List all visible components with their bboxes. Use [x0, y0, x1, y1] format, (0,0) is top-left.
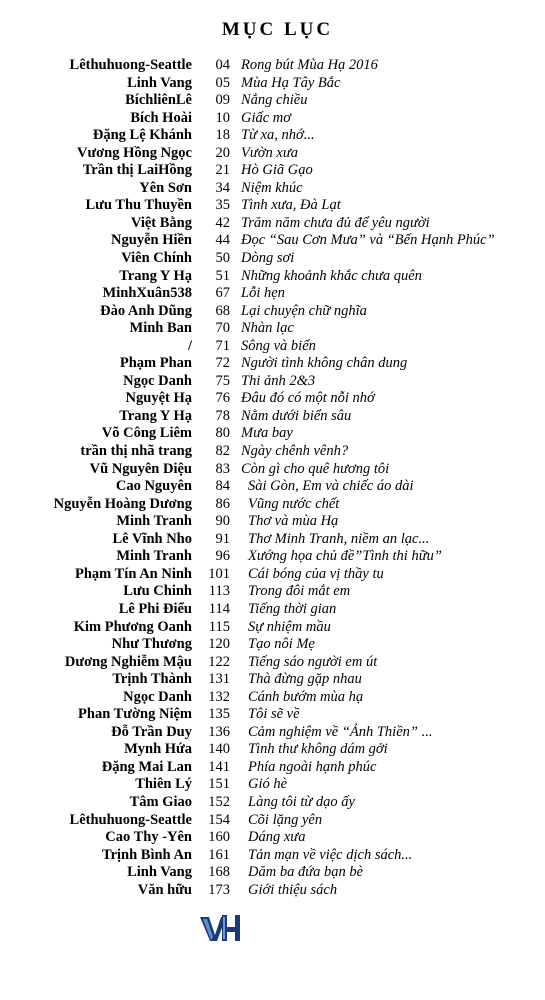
toc-page-number: 141: [208, 758, 230, 775]
toc-page-number: 151: [208, 776, 230, 793]
toc-entry: [0, 671, 545, 689]
toc-title: Dòng sơi: [241, 250, 295, 267]
toc-entry: [0, 197, 545, 215]
toc-author: Vương Hồng Ngọc: [76, 144, 192, 161]
page-title: MỤC LỤC: [221, 19, 334, 40]
toc-author: Ngọc Danh: [123, 372, 192, 389]
toc-title: Sài Gòn, Em và chiếc áo dài: [248, 478, 414, 495]
toc-entry: [0, 794, 545, 812]
toc-author: Nguyễn Hoàng Dương: [53, 495, 192, 512]
vh-logo-icon: [198, 913, 242, 943]
toc-author: BíchliênLê: [125, 92, 192, 109]
toc-entry: [0, 355, 545, 373]
toc-entry: [0, 636, 545, 654]
toc-entry: [0, 250, 545, 268]
toc-page-number: 154: [208, 811, 230, 828]
toc-page-number: 10: [215, 109, 230, 126]
toc-title: Phía ngoài hạnh phúc: [248, 758, 377, 775]
toc-page-number: 35: [215, 197, 230, 214]
toc-title: Nhàn lạc: [241, 320, 294, 337]
toc-entry: [0, 724, 545, 742]
toc-page-number: 84: [215, 478, 230, 495]
toc-title: Lại chuyện chữ nghĩa: [241, 302, 367, 319]
toc-page-number: 113: [208, 583, 230, 600]
toc-page-number: 135: [208, 706, 230, 723]
toc-author: Linh Vang: [127, 864, 192, 881]
toc-author: Việt Bằng: [130, 214, 192, 231]
toc-title: Thơ Minh Tranh, niềm an lạc...: [248, 530, 430, 547]
toc-title: Cái bóng của vị thầy tu: [248, 565, 384, 582]
toc-author: Bích Hoài: [130, 109, 192, 126]
toc-title: Tiếng sáo người em út: [248, 653, 378, 670]
toc-entry: [0, 285, 545, 303]
toc-author: Lêthuhuong-Seattle: [69, 811, 192, 828]
toc-title: Vườn xưa: [241, 144, 298, 161]
toc-page-number: 67: [215, 285, 230, 302]
toc-entry: [0, 268, 545, 286]
toc-title: Tạo nôi Mẹ: [248, 636, 315, 653]
toc-title: Dáng xưa: [248, 829, 306, 846]
toc-page-number: 05: [215, 74, 230, 91]
toc-entry: [0, 583, 545, 601]
toc-title: Người tình không chân dung: [241, 355, 408, 372]
toc-page-number: 168: [208, 864, 230, 881]
toc-entry: [0, 390, 545, 408]
toc-entry: [0, 654, 545, 672]
toc-page-number: 132: [208, 688, 230, 705]
toc-title: Tôi sẽ về: [248, 706, 300, 723]
toc-page-number: 86: [215, 495, 230, 512]
toc-page-number: 101: [208, 565, 230, 582]
toc-title: Tình thư không dám gởi: [248, 741, 388, 758]
toc-author: Nguyệt Hạ: [125, 390, 192, 407]
toc-entry: [0, 566, 545, 584]
toc-page-number: 140: [208, 741, 230, 758]
toc-title: Lỗi hẹn: [241, 285, 285, 302]
toc-entry: [0, 75, 545, 93]
toc-author: Trang Y Hạ: [119, 267, 192, 284]
toc-title: Gió hè: [248, 776, 288, 793]
toc-title: Ngày chênh vênh?: [241, 443, 349, 460]
toc-title: Cảm nghiệm về “Ảnh Thiền” ...: [248, 723, 433, 740]
toc-page-number: 76: [215, 390, 230, 407]
toc-page-number: 68: [215, 302, 230, 319]
toc-author: Trịnh Thành: [112, 671, 192, 688]
toc-entry: [0, 531, 545, 549]
toc-author: Đào Anh Dũng: [100, 302, 192, 319]
toc-author: Lê Vĩnh Nho: [112, 530, 192, 547]
toc-page-number: 120: [208, 636, 230, 653]
toc-entry: [0, 232, 545, 250]
toc-entry: [0, 706, 545, 724]
toc-page-number: 91: [215, 530, 230, 547]
toc-title: Còn gì cho quê hương tôi: [241, 460, 390, 477]
toc-entry: [0, 303, 545, 321]
toc-title: Trong đôi mắt em: [248, 583, 351, 600]
toc-title: Sự nhiệm mầu: [248, 618, 331, 635]
toc-title: Mưa bay: [241, 425, 293, 442]
toc-author: Linh Vang: [127, 74, 192, 91]
toc-entry: [0, 689, 545, 707]
toc-title: Thà đừng gặp nhau: [248, 671, 362, 688]
toc-page-number: 80: [215, 425, 230, 442]
toc-author: /: [187, 337, 192, 354]
toc-page-number: 21: [215, 162, 230, 179]
toc-page-number: 20: [215, 144, 230, 161]
toc-author: Lưu Chinh: [123, 583, 192, 600]
toc-title: Dăm ba đứa bạn bè: [248, 864, 364, 881]
toc-title: Làng tôi từ dạo ấy: [248, 793, 355, 810]
toc-entry: [0, 425, 545, 443]
toc-entry: [0, 92, 545, 110]
toc-title: Giới thiệu sách: [248, 881, 338, 898]
toc-page-number: 152: [208, 793, 230, 810]
toc-author: Võ Công Liêm: [101, 425, 192, 442]
toc-author: Dương Nghiễm Mậu: [64, 653, 192, 670]
toc-page-number: 173: [208, 881, 230, 898]
toc-title: Rong bút Mùa Hạ 2016: [241, 57, 378, 73]
toc-entry: [0, 461, 545, 479]
toc-title: Đọc “Sau Cơn Mưa” và “Bến Hạnh Phúc”: [241, 232, 495, 249]
toc-author: Lê Phi Điểu: [118, 600, 192, 617]
toc-author: Trần thị LaiHồng: [82, 162, 192, 179]
toc-page-number: 83: [215, 460, 230, 477]
toc-author: Phạm Phan: [119, 355, 192, 372]
toc-title: Giấc mơ: [241, 109, 292, 126]
toc-title: Cõi lặng yên: [248, 811, 323, 828]
toc-author: Tâm Giao: [129, 793, 192, 810]
toc-entry: [0, 513, 545, 531]
toc-author: Minh Tranh: [116, 513, 192, 530]
toc-page-number: 51: [215, 267, 230, 284]
toc-page-number: 78: [215, 407, 230, 424]
toc-title: Tình xưa, Đà Lạt: [241, 197, 341, 214]
toc-page-number: 71: [215, 337, 230, 354]
toc-author: Yên Sơn: [139, 179, 192, 196]
toc-author: Lưu Thu Thuyền: [85, 197, 192, 214]
toc-title: Xướng họa chủ đề”Tình thi hữu”: [248, 548, 442, 565]
toc-page-number: 44: [215, 232, 230, 249]
toc-entry: [0, 338, 545, 356]
toc-page-number: 131: [208, 671, 230, 688]
toc-entry: [0, 829, 545, 847]
toc-page-number: 82: [215, 443, 230, 460]
toc-title: Mùa Hạ Tây Bắc: [241, 74, 341, 91]
toc-author: Minh Tranh: [116, 548, 192, 565]
toc-title: Thi ảnh 2&3: [241, 372, 316, 389]
toc-entry: [0, 776, 545, 794]
toc-author: MinhXuân538: [102, 285, 192, 302]
toc-entry: [0, 548, 545, 566]
table-of-contents: [0, 57, 545, 899]
toc-entry: [0, 601, 545, 619]
toc-entry: [0, 478, 545, 496]
toc-entry: [0, 619, 545, 637]
toc-author: Mynh Hứa: [124, 741, 192, 758]
toc-page-number: 09: [215, 92, 230, 109]
toc-entry: [0, 320, 545, 338]
toc-entry: [0, 759, 545, 777]
toc-page-number: 115: [208, 618, 230, 635]
toc-page-number: 50: [215, 250, 230, 267]
toc-page-number: 34: [215, 179, 230, 196]
toc-author: Cao Nguyên: [115, 478, 192, 495]
toc-entry: [0, 110, 545, 128]
toc-author: Cao Thy -Yên: [105, 829, 192, 846]
toc-title: Sông và biển: [241, 337, 316, 354]
toc-author: Trịnh Bình An: [101, 846, 192, 863]
toc-author: trần thị nhã trang: [80, 443, 192, 460]
toc-author: Nguyễn Hiền: [111, 232, 192, 249]
toc-author: Trang Y Hạ: [119, 407, 192, 424]
toc-page-number: 96: [215, 548, 230, 565]
toc-page-number: 160: [208, 829, 230, 846]
toc-author: Phạm Tín An Ninh: [75, 565, 192, 582]
toc-title: Đâu đó có một nỗi nhớ: [241, 390, 375, 407]
toc-title: Tiếng thời gian: [248, 600, 337, 617]
toc-page-number: 04: [215, 57, 230, 73]
toc-title: Tản mạn về việc dịch sách...: [248, 846, 413, 863]
toc-entry: [0, 215, 545, 233]
toc-author: Lêthuhuong-Seattle: [69, 57, 192, 73]
toc-title: Từ xa, nhớ...: [241, 127, 315, 144]
toc-entry: [0, 864, 545, 882]
toc-page-number: 114: [208, 600, 230, 617]
toc-author: Đặng Mai Lan: [101, 758, 192, 775]
toc-author: Viên Chính: [121, 250, 192, 267]
toc-author: Vũ Nguyên Diệu: [89, 460, 192, 477]
toc-title: Trăm năm chưa đủ để yêu người: [241, 214, 430, 231]
toc-entry: [0, 847, 545, 865]
toc-page-number: 18: [215, 127, 230, 144]
toc-page-number: 161: [208, 846, 230, 863]
toc-entry: [0, 741, 545, 759]
toc-title: Nằm dưới biển sâu: [241, 407, 352, 424]
toc-author: Ngọc Danh: [123, 688, 192, 705]
toc-entry: [0, 145, 545, 163]
toc-author: Đặng Lệ Khánh: [92, 127, 192, 144]
toc-author: Thiên Lý: [135, 776, 192, 793]
toc-title: Những khoảnh khắc chưa quên: [241, 267, 422, 284]
toc-entry: [0, 373, 545, 391]
toc-entry: [0, 57, 545, 75]
toc-title: Vũng nước chết: [248, 495, 340, 512]
toc-title: Nắng chiều: [241, 92, 308, 109]
toc-entry: [0, 812, 545, 830]
toc-page-number: 42: [215, 214, 230, 231]
toc-author: Văn hữu: [137, 881, 192, 898]
toc-entry: [0, 127, 545, 145]
toc-entry: [0, 496, 545, 514]
toc-entry: [0, 180, 545, 198]
toc-author: Minh Ban: [129, 320, 192, 337]
toc-author: Đỗ Trần Duy: [111, 723, 192, 740]
toc-author: Phan Tường Niệm: [78, 706, 192, 723]
toc-author: Kim Phương Oanh: [73, 618, 192, 635]
toc-page-number: 75: [215, 372, 230, 389]
toc-entry: [0, 443, 545, 461]
toc-title: Niệm khúc: [241, 179, 303, 196]
toc-title: Thơ và mùa Hạ: [248, 513, 339, 530]
toc-page-number: 72: [215, 355, 230, 372]
toc-page-number: 70: [215, 320, 230, 337]
toc-page-number: 136: [208, 723, 230, 740]
toc-entry: [0, 882, 545, 900]
toc-title: Cánh bướm mùa hạ: [248, 688, 364, 705]
toc-page-number: 90: [215, 513, 230, 530]
toc-page-number: 122: [208, 653, 230, 670]
toc-author: Như Thương: [111, 636, 192, 653]
toc-title: Hò Giã Gạo: [241, 162, 313, 179]
toc-entry: [0, 408, 545, 426]
toc-entry: [0, 162, 545, 180]
